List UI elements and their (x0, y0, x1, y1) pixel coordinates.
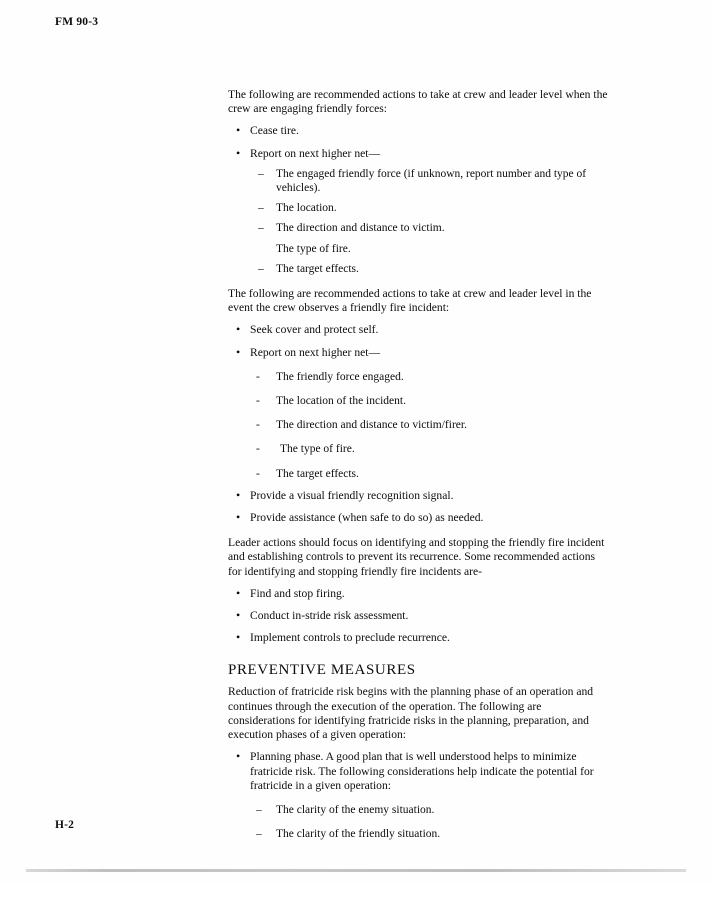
list-item (250, 221, 610, 235)
list-item-label: Report on next higher net— (250, 146, 381, 160)
list-item (228, 346, 610, 481)
spacer (228, 276, 610, 287)
list-item-label: The friendly force engaged. (276, 370, 404, 383)
sublist-planning-considerations (250, 803, 610, 841)
dash-icon: – (258, 167, 264, 180)
list-item-label: Provide a visual friendly recognition signal. (250, 488, 454, 502)
list-item-label: Cease tire. (250, 124, 299, 138)
list-item-label: The location of the incident. (276, 395, 406, 408)
list-item-label: The direction and distance to victim. (276, 222, 445, 235)
bullet-icon: • (236, 145, 241, 160)
bullet-icon: • (236, 608, 241, 623)
spacer (228, 525, 610, 536)
list-item (250, 418, 610, 432)
list-item-label: The location. (276, 202, 337, 215)
list-item-label: The type of fire. (280, 443, 355, 456)
list-item-label: Report on next higher net— (250, 345, 381, 359)
page-header-code: FM 90-3 (55, 16, 99, 28)
list-item (250, 201, 610, 215)
list-item (228, 609, 610, 623)
list-item (250, 394, 610, 408)
bullet-icon: • (236, 322, 241, 337)
list-item-label: Planning phase. A good plan that is well understood helps to minimize fratricide risk. The following considerations help indicate the potential for fratricide in a given operation: (250, 750, 594, 792)
list-item-label: The clarity of the enemy situation. (276, 803, 435, 816)
page-body (228, 88, 610, 841)
paragraph-intro-4: Reduction of fratricide risk begins with the planning phase of an operation and continues through the execution of the operation. The following are considerations for identifying fratricide risks in the planning, preparation, and execution phases of a given operation: (228, 685, 594, 742)
list-leader-actions (228, 587, 610, 646)
list-item-label: Seek cover and protect self. (250, 323, 379, 337)
list-item-label: The target effects. (276, 262, 359, 275)
list-item (228, 489, 610, 503)
list-item (228, 511, 610, 525)
dash-icon: – (256, 803, 262, 816)
bullet-icon: • (236, 123, 241, 138)
list-item (228, 750, 610, 841)
list-item (250, 370, 610, 384)
list-item (228, 631, 610, 645)
dash-icon: – (258, 222, 264, 235)
sublist-report-items-2 (250, 370, 610, 481)
dash-icon: – (258, 262, 264, 275)
bullet-icon: • (236, 344, 241, 359)
hyphen-icon: - (256, 467, 260, 480)
dash-icon: – (258, 202, 264, 215)
paragraph-intro-3: Leader actions should focus on identifying and stopping the friendly fire incident and establishing controls to prevent its recurrence. Some recommended actions for identifying and stopping friendly fire incidents are- (228, 536, 605, 578)
list-item (250, 262, 610, 276)
section-heading-preventive-measures: PREVENTIVE MEASURES (228, 662, 416, 679)
list-item (228, 147, 610, 276)
list-item-label: The target effects. (276, 467, 359, 480)
list-observing-friendly-fire (228, 323, 610, 525)
page-footer-code: H-2 (55, 819, 75, 831)
bullet-icon: • (236, 585, 241, 600)
bullet-icon: • (236, 487, 241, 502)
list-item-label: Implement controls to preclude recurrence. (250, 631, 450, 645)
bullet-icon: • (236, 749, 241, 764)
list-item (228, 587, 610, 601)
list-item (250, 242, 610, 256)
hyphen-icon: - (256, 370, 260, 383)
paragraph-intro-2: The following are recommended actions to take at crew and leader level in the event the crew observes a friendly fire incident: (228, 287, 592, 315)
list-item (228, 323, 610, 337)
list-planning-phase (228, 750, 610, 841)
list-item-label: The direction and distance to victim/firer. (276, 419, 467, 432)
list-item (250, 467, 610, 481)
list-item-label: The clarity of the friendly situation. (276, 828, 441, 841)
list-engaging-friendly-forces (228, 124, 610, 276)
hyphen-icon: - (256, 395, 260, 408)
page-bottom-edge-artifact (26, 869, 686, 872)
bullet-icon: • (236, 510, 241, 525)
list-item-label: Find and stop firing. (250, 586, 345, 600)
list-item (228, 124, 610, 138)
list-item-label: Provide assistance (when safe to do so) as needed. (250, 511, 484, 525)
bullet-icon: • (236, 630, 241, 645)
paragraph-intro-1: The following are recommended actions to take at crew and leader level when the crew are engaging friendly forces: (228, 88, 608, 116)
list-item-label: The type of fire. (276, 242, 351, 255)
hyphen-icon: - (256, 419, 260, 432)
hyphen-icon: - (256, 443, 260, 456)
list-item (250, 442, 610, 456)
dash-icon: – (256, 828, 262, 841)
sublist-report-items (250, 167, 610, 276)
page-bottom-margin (0, 884, 711, 899)
list-item-label: The engaged friendly force (if unknown, report number and type of vehicles). (276, 167, 587, 195)
list-item (250, 167, 610, 195)
list-item-label: Conduct in-stride risk assessment. (250, 609, 409, 623)
list-item (250, 827, 610, 841)
list-item (250, 803, 610, 817)
